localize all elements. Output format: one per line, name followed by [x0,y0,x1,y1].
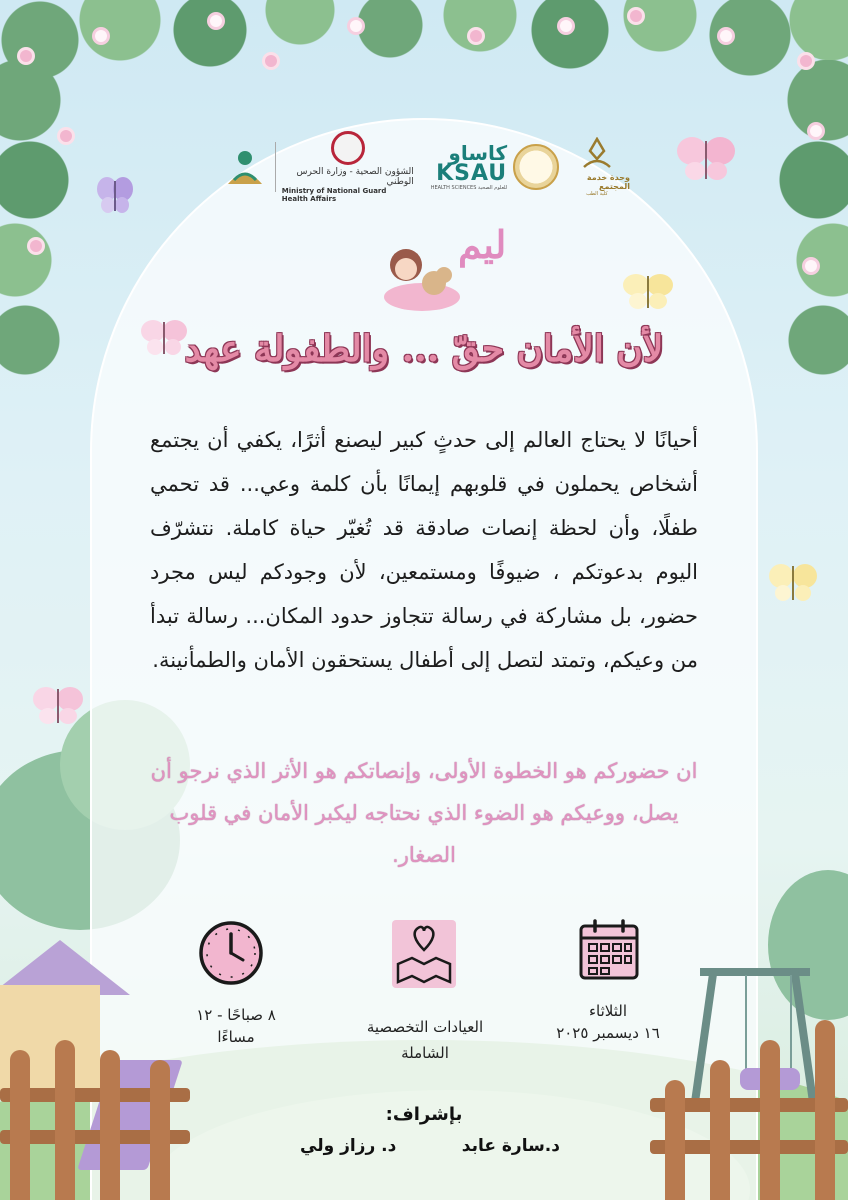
logo-divider [275,142,276,192]
flower-icon [350,20,362,32]
community-service-name: وحدة خدمة المجتمع [586,173,630,191]
highlight-message: ان حضوركم هو الخطوة الأولى، وإنصاتكم هو الأثر الذي نرجو أن يصل، ووعيكم هو الضوء الذي نحتاجه ليكبر الأمان في قلوب الصغار. [150,759,698,867]
fence-post [10,1050,30,1200]
flower-icon [20,50,32,62]
invitation-body: أحيانًا لا يحتاج العالم إلى حدثٍ كبير ليصنع أثرًا، يكفي أن يجتمع أشخاص يحملون في قلوبهم إيمانًا بأن كلمة وعي... قد تحمي طفلًا، وأن لحظة إنصات صادقة قد تُغيّر حياة كاملة. نتشرّف اليوم بدعوتكم ، ضيوفًا ومستمعين، لأن وجودكم ليس مجرد حضور، بل مشاركة في رسالة تتجاوز حدود المكان... رسالة تبدأ من وعيكم، وتمتد لتصل إلى أطفال يستحقون الأمان والطمأنينة. [150,428,698,672]
supervisor-name: د. رزاز ولي [300,1136,397,1156]
event-date-text: ١٦ ديسمبر ٢٠٢٥ [556,1024,660,1042]
swing-rope [745,975,747,1075]
flower-icon [560,20,572,32]
butterfly-icon [675,135,737,183]
university-seal-icon [513,144,559,190]
tree-right [768,870,848,1020]
location-map-icon [392,920,456,988]
flower-icon [265,55,277,67]
supervisors [300,1136,560,1156]
community-service-sub: كلية الطب [586,191,608,197]
flower-icon [60,130,72,142]
mngha-emblem-icon [331,131,365,165]
flower-icon [30,240,42,252]
flower-icon [470,30,482,42]
flower-icon [810,125,822,137]
leem-brand: ليم [458,222,507,267]
supervisor-name: د.سارة عابد [461,1136,560,1156]
fence-post [100,1050,120,1200]
flower-icon [805,260,817,272]
clock-icon [196,918,266,988]
ksau-logo [419,143,507,191]
event-day: الثلاثاء [588,1002,627,1020]
flower-icon [720,30,732,42]
page-title: لأن الأمان حقّ ... والطفولة عهد [184,328,664,370]
event-time: ٨ صباحًا - ١٢ مساءًا [196,1006,276,1046]
flower-icon [630,10,642,22]
event-location [330,1016,520,1064]
location-line-2: الشاملة [401,1044,449,1062]
partner-logos [220,132,630,202]
ksau-arabic-name: كاساو [448,141,508,165]
ksau-english-name: KSAU [436,161,508,186]
flower-icon [800,55,812,67]
butterfly-icon [95,175,135,215]
ksau-subtitle: HEALTH SCIENCES للعلوم الصحية [430,185,508,191]
supervision-label: بإشراف: [385,1104,463,1125]
community-service-logo [564,137,630,197]
program-logo-icon [220,144,270,190]
location-line-1: العيادات التخصصية [366,1018,484,1036]
mngha-arabic-name: الشؤون الصحية - وزارة الحرس الوطني [296,167,414,187]
foliage-top [0,0,848,120]
swing-rope [790,975,792,1075]
flower-icon [210,15,222,27]
fence-post [665,1080,685,1200]
butterfly-icon [622,272,674,312]
fence-post [710,1060,730,1200]
mngha-english-name: Ministry of National Guard Health Affairs [281,187,387,203]
butterfly-icon [32,685,84,727]
mngha-logo [282,131,414,203]
community-service-mark-icon [580,137,614,173]
event-date [528,1000,688,1044]
flower-icon [95,30,107,42]
butterfly-icon [768,562,818,604]
calendar-icon [577,918,641,982]
fence-post [150,1060,170,1200]
